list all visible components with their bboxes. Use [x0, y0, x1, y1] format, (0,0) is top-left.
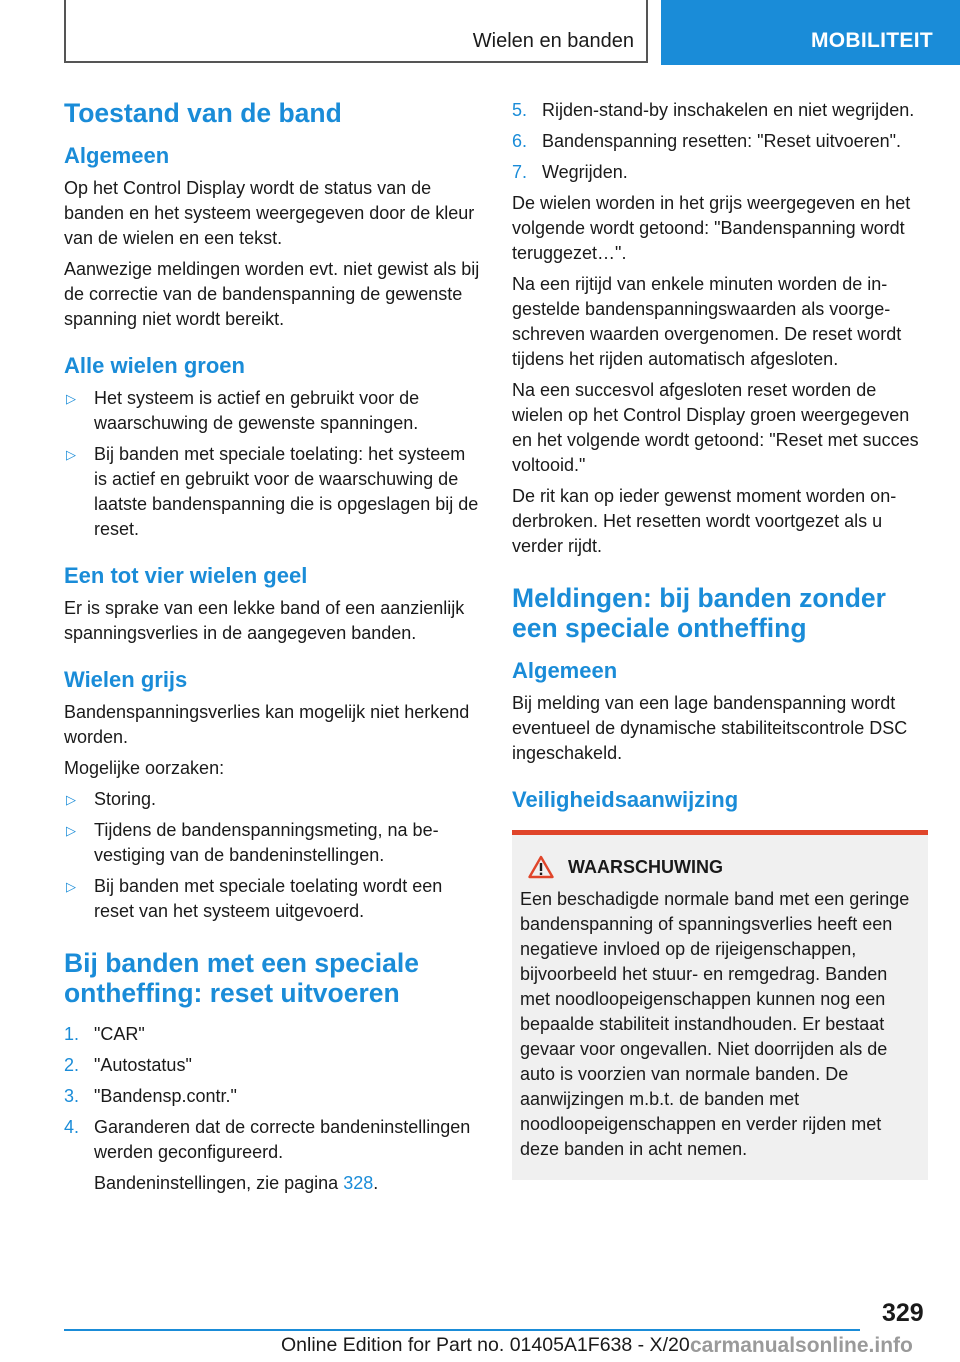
- triangle-bullet-icon: ▷: [66, 447, 76, 462]
- list-item: ▷ Bij banden met speciale toelating wordt een reset van het systeem uitgevoerd.: [66, 876, 443, 921]
- warning-box: [512, 830, 928, 1180]
- header-section-title: Wielen en banden: [472, 30, 634, 52]
- list-item: 2. "Autostatus": [64, 1055, 192, 1075]
- list-item: 5. Rijden-stand-by inschakelen en niet wegrijden.: [512, 100, 915, 120]
- footer-divider: [64, 1329, 860, 1331]
- header-chapter-tab[interactable]: [661, 0, 960, 65]
- triangle-bullet-icon: ▷: [66, 792, 76, 807]
- step-note: Bandeninstellingen, zie pagina 328.: [94, 1173, 379, 1193]
- warning-text: Een beschadigde normale band met een geringe bandenspanning of spanningsverlies heeft een negatieve invloed op de rijeigenschappen, bijvoorbeeld het stuur- en remgedrag. Banden met noodloopeigenschappen kunnen nog een bepaalde stabiliteit instandhouden. Er bestaat gevaar voor ongevallen. Niet doorrijden als de auto is voorzien van normale banden. De aanwijzingen m.b.t. de banden met noodloopeigenschappen en verder rijden met deze banden in acht nemen.: [520, 889, 910, 1159]
- numbered-list: [64, 1022, 482, 1196]
- list-item: ▷ Het systeem is actief en gebruikt voor de waarschuwing de gewenste spanningen.: [66, 388, 420, 433]
- list-item: ▷ Storing.: [64, 787, 482, 812]
- paragraph: Aanwezige meldingen worden evt. niet gewist als bij de correctie van de bandenspanning de gewenste spanning niet wordt bereikt.: [64, 259, 480, 329]
- bullet-list: [64, 386, 482, 542]
- page-reference-link[interactable]: 328: [343, 1173, 374, 1193]
- left-column: [64, 98, 482, 1202]
- paragraph: Na een succesvol afgesloten reset worden de wielen op het Control Display groen weergegeven en het volgende wordt getoond: "Reset met succes voltooid.": [512, 380, 919, 475]
- section-title-tire-status: Toestand van de band: [64, 98, 342, 128]
- list-item: 4. Garanderen dat de correcte bandeninstellingen werden geconfigureerd. Bandeninstellingen, zie pagina 328.: [64, 1115, 482, 1196]
- header-section-box: [64, 0, 648, 63]
- paragraph: Op het Control Display wordt de status van de banden en het systeem weergegeven door de kleur van de wielen en een tekst.: [64, 178, 475, 248]
- page-number: 329: [882, 1299, 924, 1327]
- paragraph: Er is sprake van een lekke band of een aanzienlijk spanningsverlies in de aangegeven banden.: [64, 598, 465, 643]
- paragraph: Bij melding van een lage bandenspanning wordt eventueel de dynamische stabiliteitscontrole DSC ingeschakeld.: [512, 693, 908, 763]
- right-column: [512, 98, 928, 1180]
- list-item: 1. "CAR": [64, 1024, 145, 1044]
- section-title-meldingen: Meldingen: bij banden zonder een speciale ontheffing: [512, 583, 886, 643]
- warning-triangle-icon: [528, 855, 554, 879]
- list-item: ▷ Bij banden met speciale toelating: het systeem is actief en gebruikt voor de waarschuwing de laatste bandenspanning die is opgeslagen bij de reset.: [66, 444, 479, 539]
- footer-edition: Online Edition for Part no. 01405A1F638 - X/20: [281, 1334, 690, 1356]
- heading-algemeen: Algemeen: [64, 143, 170, 168]
- triangle-bullet-icon: ▷: [66, 879, 76, 894]
- paragraph: Mogelijke oorzaken:: [64, 758, 225, 778]
- triangle-bullet-icon: ▷: [66, 391, 76, 406]
- numbered-list: [512, 98, 928, 185]
- heading-veiligheidsaanwijzing: Veiligheidsaanwijzing: [512, 787, 739, 812]
- triangle-bullet-icon: ▷: [66, 823, 76, 838]
- list-item: 6. Bandenspanning resetten: "Reset uitvoeren".: [512, 131, 902, 151]
- paragraph: Bandenspanningsverlies kan mogelijk niet herkend worden.: [64, 702, 470, 747]
- warning-title: WAARSCHUWING: [520, 855, 920, 879]
- paragraph: De rit kan op ieder gewenst moment worden onderbroken. Het resetten wordt voortgezet als u verder rijdt.: [512, 486, 897, 556]
- list-item: 3. "Bandensp.contr.": [64, 1086, 237, 1106]
- heading-alle-wielen-groen: Alle wielen groen: [64, 353, 245, 378]
- bullet-list: [64, 787, 482, 924]
- header-chapter-title: MOBILITEIT: [811, 29, 933, 52]
- paragraph: Na een rijtijd van enkele minuten worden de ingestelde bandenspanningswaarden als voorgeschreven waarden overgenomen. De reset wordt tijdens het rijden automatisch afgesloten.: [512, 274, 902, 369]
- list-item: 7. Wegrijden.: [512, 162, 628, 182]
- heading-algemeen: Algemeen: [512, 658, 618, 683]
- section-title-reset: Bij banden met een speciale ontheffing: reset uitvoeren: [64, 948, 419, 1008]
- heading-wielen-grijs: Wielen grijs: [64, 667, 188, 692]
- list-item: ▷ Tijdens de bandenspanningsmeting, na bevestiging van de bandeninstellingen.: [66, 820, 439, 865]
- heading-wielen-geel: Een tot vier wielen geel: [64, 563, 308, 588]
- watermark: carmanualsonline.info: [690, 1334, 913, 1357]
- paragraph: De wielen worden in het grijs weergegeven en het volgende wordt getoond: "Bandenspanning wordt teruggezet…".: [512, 193, 911, 263]
